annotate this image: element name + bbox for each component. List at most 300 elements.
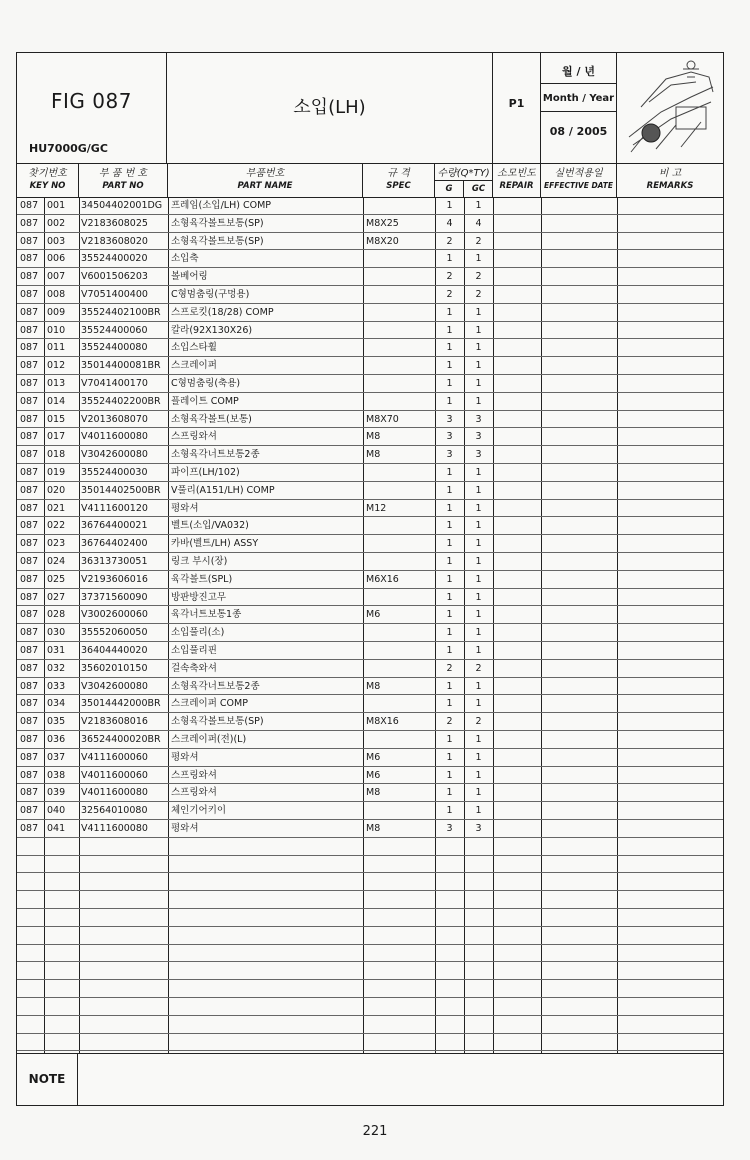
model-name: HU7000G/GC [29, 142, 108, 155]
cell-g: 3 [446, 413, 453, 425]
cell-part-no: 35552060050 [81, 627, 148, 639]
cell-gc: 1 [475, 609, 482, 621]
cell-g: 1 [446, 378, 453, 389]
table-row [17, 678, 723, 696]
table-row [17, 731, 723, 749]
cell-fig: 087 [20, 769, 39, 781]
cell-fig: 087 [20, 324, 39, 336]
cell-spec: M6 [366, 751, 381, 763]
cell-gc: 3 [475, 431, 482, 443]
cell-part-no: 35014400081BR [81, 360, 161, 372]
cell-fig: 087 [20, 609, 39, 621]
cell-fig: 087 [20, 627, 39, 639]
cell-fig: 087 [20, 662, 39, 674]
table-row [17, 464, 723, 482]
table-row [17, 446, 723, 464]
cell-gc: 2 [475, 289, 482, 300]
cell-gc: 1 [475, 200, 482, 211]
table-row [17, 233, 723, 251]
cell-gc: 1 [475, 627, 482, 639]
cell-fig: 087 [20, 591, 39, 603]
cell-gc: 1 [475, 360, 482, 372]
cell-part-no: V2193606016 [81, 573, 148, 585]
cell-g: 3 [446, 449, 453, 461]
cell-gc: 3 [475, 823, 482, 834]
cell-fig: 087 [20, 378, 39, 389]
cell-name: 스프링와셔 [171, 769, 217, 781]
cell-fig: 087 [20, 467, 39, 478]
cell-g: 1 [446, 645, 453, 656]
table-row [17, 339, 723, 357]
cell-key: 028 [47, 609, 66, 621]
table-row [17, 517, 723, 535]
cell-name: 육각너트보통1종 [171, 609, 242, 621]
cell-g: 1 [446, 324, 453, 336]
cell-name: 플레이트 COMP [171, 395, 239, 407]
cell-part-no: 35524402100BR [81, 306, 161, 318]
cell-g: 1 [446, 342, 453, 354]
cell-fig: 087 [20, 431, 39, 443]
empty-row [17, 891, 723, 909]
cell-key: 003 [47, 235, 66, 247]
cell-key: 032 [47, 662, 66, 674]
cell-key: 031 [47, 645, 66, 656]
cell-g: 1 [446, 627, 453, 639]
empty-row [17, 945, 723, 963]
cell-name: 소입풀리(소) [171, 627, 225, 639]
cell-g: 1 [446, 698, 453, 710]
cell-fig: 087 [20, 751, 39, 763]
cell-key: 018 [47, 449, 66, 461]
table-row [17, 624, 723, 642]
cell-fig: 087 [20, 360, 39, 372]
cell-part-no: 35524400080 [81, 342, 148, 354]
cell-spec: M8 [366, 680, 381, 692]
table-row [17, 250, 723, 268]
cell-name: 소입스타휠 [171, 342, 217, 354]
cell-key: 013 [47, 378, 66, 389]
cell-name: 스프링와셔 [171, 431, 217, 443]
cell-part-no: 35602010150 [81, 662, 148, 674]
cell-fig: 087 [20, 787, 39, 799]
cell-gc: 1 [475, 378, 482, 389]
cell-fig: 087 [20, 538, 39, 550]
cell-key: 022 [47, 520, 66, 532]
cell-fig: 087 [20, 573, 39, 585]
cell-g: 2 [446, 289, 453, 300]
empty-row [17, 998, 723, 1016]
cell-key: 037 [47, 751, 66, 763]
parts-list-sheet [16, 52, 724, 1106]
column-headers [17, 163, 723, 198]
cell-part-no: V4111600060 [81, 751, 148, 763]
col-key-no: 찾기번호 KEY NO [17, 163, 79, 197]
cell-name: 소형육각너트보통2종 [171, 680, 260, 692]
cell-gc: 1 [475, 306, 482, 318]
cell-name: 스프로킷(18/28) COMP [171, 306, 274, 318]
cell-spec: M8 [366, 431, 381, 443]
cell-gc: 1 [475, 805, 482, 817]
cell-fig: 087 [20, 734, 39, 745]
cell-g: 1 [446, 502, 453, 514]
cell-part-no: 36404440020 [81, 645, 148, 656]
table-row [17, 304, 723, 322]
cell-fig: 087 [20, 289, 39, 300]
cell-part-no: 34504402001DG [81, 200, 163, 211]
cell-spec: M6X16 [366, 573, 399, 585]
cell-part-no: V4011600080 [81, 431, 148, 443]
cell-part-no: V2183608020 [81, 235, 148, 247]
cell-key: 008 [47, 289, 66, 300]
cell-key: 033 [47, 680, 66, 692]
page-code: P1 [508, 97, 525, 110]
table-row [17, 695, 723, 713]
cell-fig: 087 [20, 271, 39, 283]
cell-key: 020 [47, 484, 66, 496]
cell-g: 2 [446, 271, 453, 283]
cell-fig: 087 [20, 520, 39, 532]
cell-key: 040 [47, 805, 66, 817]
cell-spec: M8X25 [366, 217, 399, 229]
cell-name: V풀리(A151/LH) COMP [171, 484, 275, 496]
cell-key: 030 [47, 627, 66, 639]
cell-g: 1 [446, 556, 453, 567]
cell-spec: M6 [366, 769, 381, 781]
cell-spec: M8X16 [366, 716, 399, 728]
cell-spec: M8X20 [366, 235, 399, 247]
cell-key: 025 [47, 573, 66, 585]
table-row [17, 322, 723, 340]
cell-gc: 1 [475, 769, 482, 781]
table-row [17, 713, 723, 731]
cell-key: 027 [47, 591, 66, 603]
cell-key: 011 [47, 342, 66, 354]
cell-g: 1 [446, 805, 453, 817]
cell-spec: M8X70 [366, 413, 399, 425]
illustration-cell [617, 53, 723, 163]
cell-key: 024 [47, 556, 66, 567]
cell-gc: 1 [475, 573, 482, 585]
cell-fig: 087 [20, 823, 39, 834]
cell-spec: M8 [366, 787, 381, 799]
cell-gc: 2 [475, 271, 482, 283]
cell-key: 041 [47, 823, 66, 834]
machine-thumbnail-icon [621, 57, 721, 159]
cell-part-no: 35524400020 [81, 253, 148, 265]
table-row [17, 286, 723, 304]
cell-fig: 087 [20, 217, 39, 229]
cell-part-no: V3002600060 [81, 609, 148, 621]
page-title: 소입(LH) [293, 97, 366, 118]
cell-key: 021 [47, 502, 66, 514]
cell-key: 039 [47, 787, 66, 799]
cell-name: 방판방진고무 [171, 591, 227, 603]
cell-part-no: 36313730051 [81, 556, 148, 567]
cell-fig: 087 [20, 698, 39, 710]
empty-row [17, 962, 723, 980]
cell-key: 010 [47, 324, 66, 336]
table-row [17, 268, 723, 286]
cell-spec: M8 [366, 823, 381, 834]
cell-part-no: 35524400030 [81, 467, 148, 478]
page-code-cell [493, 53, 541, 163]
empty-row [17, 856, 723, 874]
table-row [17, 749, 723, 767]
cell-part-no: V2013608070 [81, 413, 148, 425]
cell-g: 1 [446, 253, 453, 265]
cell-name: 칼라(92X130X26) [171, 324, 253, 336]
cell-part-no: V4011600080 [81, 787, 148, 799]
cell-gc: 1 [475, 324, 482, 336]
table-row [17, 767, 723, 785]
cell-gc: 1 [475, 484, 482, 496]
title-cell [167, 53, 493, 163]
col-spec: 규 격 SPEC [363, 163, 435, 197]
col-effective-date: 실번적용일 EFFECTIVE DATE [541, 163, 617, 197]
cell-g: 1 [446, 734, 453, 745]
month-year-value: 08 / 2005 [549, 125, 608, 138]
cell-name: 육각볼트(SPL) [171, 573, 233, 585]
cell-key: 035 [47, 716, 66, 728]
cell-fig: 087 [20, 645, 39, 656]
cell-key: 034 [47, 698, 66, 710]
table-row [17, 215, 723, 233]
cell-part-no: 32564010080 [81, 805, 148, 817]
cell-g: 1 [446, 769, 453, 781]
note-area [17, 1053, 723, 1106]
col-part-no: 부 품 번 호 PART NO [79, 163, 168, 197]
table-row [17, 393, 723, 411]
cell-spec: M6 [366, 609, 381, 621]
cell-key: 006 [47, 253, 66, 265]
cell-fig: 087 [20, 200, 39, 211]
cell-gc: 2 [475, 662, 482, 674]
empty-row [17, 1016, 723, 1034]
cell-part-no: V2183608016 [81, 716, 148, 728]
cell-fig: 087 [20, 556, 39, 567]
cell-g: 1 [446, 306, 453, 318]
cell-g: 1 [446, 591, 453, 603]
cell-key: 036 [47, 734, 66, 745]
page-number: 221 [362, 1124, 388, 1139]
cell-fig: 087 [20, 395, 39, 407]
cell-key: 023 [47, 538, 66, 550]
cell-g: 1 [446, 751, 453, 763]
cell-gc: 1 [475, 502, 482, 514]
cell-fig: 087 [20, 716, 39, 728]
cell-gc: 1 [475, 645, 482, 656]
cell-gc: 1 [475, 734, 482, 745]
col-repair: 소모빈도 REPAIR [493, 163, 541, 197]
cell-g: 1 [446, 520, 453, 532]
cell-g: 2 [446, 235, 453, 247]
cell-gc: 1 [475, 680, 482, 692]
cell-g: 4 [446, 217, 453, 229]
cell-name: 걸속축와셔 [171, 662, 217, 674]
cell-name: 스크레이퍼 COMP [171, 698, 248, 710]
cell-fig: 087 [20, 484, 39, 496]
empty-row [17, 909, 723, 927]
cell-gc: 1 [475, 556, 482, 567]
cell-name: 카바(벨트/LH) ASSY [171, 538, 259, 550]
cell-gc: 1 [475, 520, 482, 532]
cell-name: 스프링와셔 [171, 787, 217, 799]
month-year-cell [541, 53, 617, 163]
cell-fig: 087 [20, 306, 39, 318]
cell-name: 소형육각볼트보통(SP) [171, 716, 264, 728]
cell-g: 1 [446, 680, 453, 692]
col-qty: 수량(Q*TY) G GC [435, 163, 493, 197]
table-row [17, 553, 723, 571]
cell-key: 017 [47, 431, 66, 443]
cell-name: 볼베어링 [171, 271, 208, 283]
cell-name: C형멈춤링(구멍용) [171, 289, 250, 300]
cell-key: 014 [47, 395, 66, 407]
cell-part-no: V4111600080 [81, 823, 148, 834]
cell-name: 스크레이퍼 [171, 360, 217, 372]
empty-row [17, 873, 723, 891]
cell-name: 체인기어키이 [171, 805, 227, 817]
cell-fig: 087 [20, 235, 39, 247]
cell-part-no: V2183608025 [81, 217, 148, 229]
table-row [17, 535, 723, 553]
cell-name: 벨트(소입/VA032) [171, 520, 249, 532]
table-row [17, 411, 723, 429]
cell-gc: 2 [475, 716, 482, 728]
cell-g: 3 [446, 823, 453, 834]
empty-row [17, 838, 723, 856]
cell-part-no: 35524400060 [81, 324, 148, 336]
cell-fig: 087 [20, 342, 39, 354]
cell-gc: 1 [475, 787, 482, 799]
cell-name: 평와셔 [171, 751, 199, 763]
month-year-en: Month / Year [542, 93, 615, 104]
cell-gc: 2 [475, 235, 482, 247]
cell-key: 038 [47, 769, 66, 781]
cell-part-no: 35014402500BR [81, 484, 161, 496]
table-row [17, 589, 723, 607]
cell-key: 007 [47, 271, 66, 283]
cell-fig: 087 [20, 253, 39, 265]
table-row [17, 197, 723, 215]
table-row [17, 660, 723, 678]
empty-row [17, 1034, 723, 1052]
cell-name: C형멈춤링(축용) [171, 378, 241, 389]
cell-part-no: 36764400021 [81, 520, 148, 532]
cell-g: 1 [446, 573, 453, 585]
fig-cell [17, 53, 167, 163]
cell-key: 012 [47, 360, 66, 372]
cell-key: 002 [47, 217, 66, 229]
cell-fig: 087 [20, 413, 39, 425]
col-remarks: 비 고 REMARKS [646, 168, 694, 191]
cell-gc: 1 [475, 538, 482, 550]
cell-name: 소형육각볼트보통(SP) [171, 235, 264, 247]
cell-g: 1 [446, 484, 453, 496]
table-row [17, 428, 723, 446]
cell-name: 소형육각볼트(보통) [171, 413, 252, 425]
table-row [17, 784, 723, 802]
table-row [17, 500, 723, 518]
header [17, 53, 723, 164]
table-row [17, 642, 723, 660]
cell-g: 2 [446, 716, 453, 728]
cell-name: 프레임(소입/LH) COMP [171, 200, 271, 211]
cell-part-no: 36764402400 [81, 538, 148, 550]
cell-key: 015 [47, 413, 66, 425]
cell-g: 3 [446, 431, 453, 443]
cell-gc: 3 [475, 413, 482, 425]
cell-name: 소입축 [171, 253, 199, 265]
table-row [17, 606, 723, 624]
table-row [17, 375, 723, 393]
cell-gc: 4 [475, 217, 482, 229]
cell-part-no: V6001506203 [81, 271, 148, 283]
table-row [17, 571, 723, 589]
cell-gc: 1 [475, 395, 482, 407]
cell-g: 1 [446, 360, 453, 372]
cell-spec: M8 [366, 449, 381, 461]
cell-gc: 1 [475, 698, 482, 710]
cell-gc: 1 [475, 342, 482, 354]
cell-gc: 1 [475, 253, 482, 265]
cell-name: 파이프(LH/102) [171, 467, 240, 478]
cell-fig: 087 [20, 805, 39, 817]
cell-name: 평와셔 [171, 823, 199, 834]
cell-name: 소입풀리핀 [171, 645, 217, 656]
cell-part-no: V7051400400 [81, 289, 148, 300]
col-part-name: 부품번호 PART NAME [168, 163, 363, 197]
cell-part-no: 35014442000BR [81, 698, 161, 710]
table-row [17, 482, 723, 500]
cell-name: 소형육각너트보통2종 [171, 449, 260, 461]
cell-g: 1 [446, 609, 453, 621]
table-row [17, 357, 723, 375]
cell-fig: 087 [20, 680, 39, 692]
parts-table-body [17, 197, 723, 1053]
cell-key: 001 [47, 200, 66, 211]
month-year-kr: 월 / 년 [562, 65, 595, 78]
cell-part-no: V3042600080 [81, 449, 148, 461]
cell-part-no: 37371560090 [81, 591, 148, 603]
cell-g: 1 [446, 395, 453, 407]
cell-fig: 087 [20, 449, 39, 461]
cell-gc: 1 [475, 751, 482, 763]
cell-key: 019 [47, 467, 66, 478]
cell-fig: 087 [20, 502, 39, 514]
cell-g: 1 [446, 538, 453, 550]
cell-part-no: V4011600060 [81, 769, 148, 781]
cell-key: 009 [47, 306, 66, 318]
cell-gc: 3 [475, 449, 482, 461]
cell-name: 링크 부시(장) [171, 556, 228, 567]
cell-part-no: 36524400020BR [81, 734, 161, 745]
cell-part-no: V4111600120 [81, 502, 148, 514]
cell-name: 스크레이퍼(전)(L) [171, 734, 247, 745]
table-row [17, 820, 723, 838]
cell-part-no: V7041400170 [81, 378, 148, 389]
cell-part-no: 35524402200BR [81, 395, 161, 407]
cell-name: 평와셔 [171, 502, 199, 514]
cell-g: 1 [446, 787, 453, 799]
cell-spec: M12 [366, 502, 387, 514]
cell-gc: 1 [475, 467, 482, 478]
cell-part-no: V3042600080 [81, 680, 148, 692]
cell-g: 1 [446, 467, 453, 478]
cell-gc: 1 [475, 591, 482, 603]
table-row [17, 802, 723, 820]
fig-number: FIG 087 [51, 89, 132, 113]
